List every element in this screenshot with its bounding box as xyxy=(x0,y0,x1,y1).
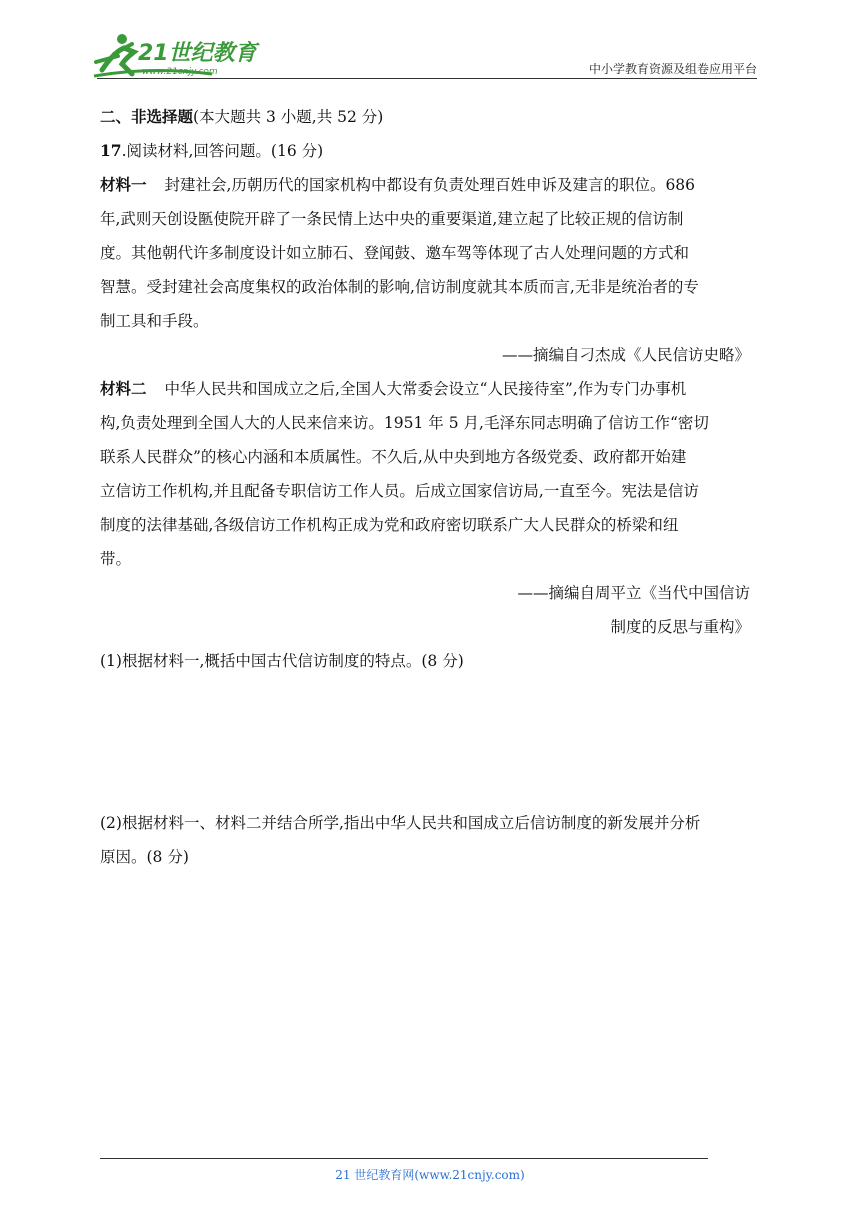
material-two xyxy=(100,372,762,576)
page-header xyxy=(0,0,860,90)
platform-name: 中小学教育资源及组卷应用平台 xyxy=(588,62,757,76)
question-content xyxy=(100,100,762,874)
answer-space-1 xyxy=(100,678,762,806)
material-one-line: 封建社会,历朝历代的国家机构中都设有负责处理百姓申诉及建言的职位。686 xyxy=(164,176,696,194)
question-prompt-text: .阅读材料,回答问题。(16 分) xyxy=(121,142,324,160)
material-one-line: 制工具和手段。 xyxy=(100,312,209,330)
material-one-line: 年,武则天创设匦使院开辟了一条民情上达中央的重要渠道,建立起了比较正规的信访制 xyxy=(100,210,684,228)
header-divider xyxy=(97,78,757,79)
material-two-line: 立信访工作机构,并且配备专职信访工作人员。后成立国家信访局,一直至今。宪法是信访 xyxy=(100,482,699,500)
section-subtitle: (本大题共 3 小题,共 52 分) xyxy=(193,108,384,126)
footer-divider xyxy=(100,1158,708,1159)
sub-question-2-line2: 原因。(8 分) xyxy=(100,848,189,866)
logo-url: www.21cnjy.com xyxy=(142,67,218,77)
material-one xyxy=(100,168,762,338)
question-number: 17 xyxy=(100,141,122,160)
footer-text: 21 世纪教育网(www.21cnjy.com) xyxy=(335,1168,525,1182)
question-prompt xyxy=(100,134,762,168)
section-heading xyxy=(100,100,762,134)
material-two-source-line2: 制度的反思与重构》 xyxy=(610,618,750,636)
material-two-label: 材料二 xyxy=(100,379,147,398)
material-two-line: 中华人民共和国成立之后,全国人大常委会设立“人民接待室”,作为专门办事机 xyxy=(164,380,687,398)
material-two-line: 带。 xyxy=(100,550,132,568)
material-two-line: 联系人民群众”的核心内涵和本质属性。不久后,从中央到地方各级党委、政府都开始建 xyxy=(100,448,687,466)
logo-21cnjy xyxy=(92,30,262,82)
logo-text: 21世纪教育 xyxy=(138,41,257,66)
material-two-source-line1: ——摘编自周平立《当代中国信访 xyxy=(517,584,750,602)
material-one-source: ——摘编自刁杰成《人民信访史略》 xyxy=(501,346,750,364)
material-one-line: 智慧。受封建社会高度集权的政治体制的影响,信访制度就其本质而言,无非是统治者的专 xyxy=(100,278,699,296)
material-two-line: 制度的法律基础,各级信访工作机构正成为党和政府密切联系广大人民群众的桥梁和纽 xyxy=(100,516,679,534)
section-title: 二、非选择题 xyxy=(100,107,194,126)
material-one-line: 度。其他朝代许多制度设计如立肺石、登闻鼓、邀车驾等体现了古人处理问题的方式和 xyxy=(100,244,690,262)
material-one-label: 材料一 xyxy=(100,175,147,194)
sub-question-2-line1: (2)根据材料一、材料二并结合所学,指出中华人民共和国成立后信访制度的新发展并分析 xyxy=(100,814,701,832)
material-two-line: 构,负责处理到全国人大的人民来信来访。1951 年 5 月,毛泽东同志明确了信访工作“密切 xyxy=(100,414,709,432)
sub-question-1: (1)根据材料一,概括中国古代信访制度的特点。(8 分) xyxy=(100,652,464,670)
